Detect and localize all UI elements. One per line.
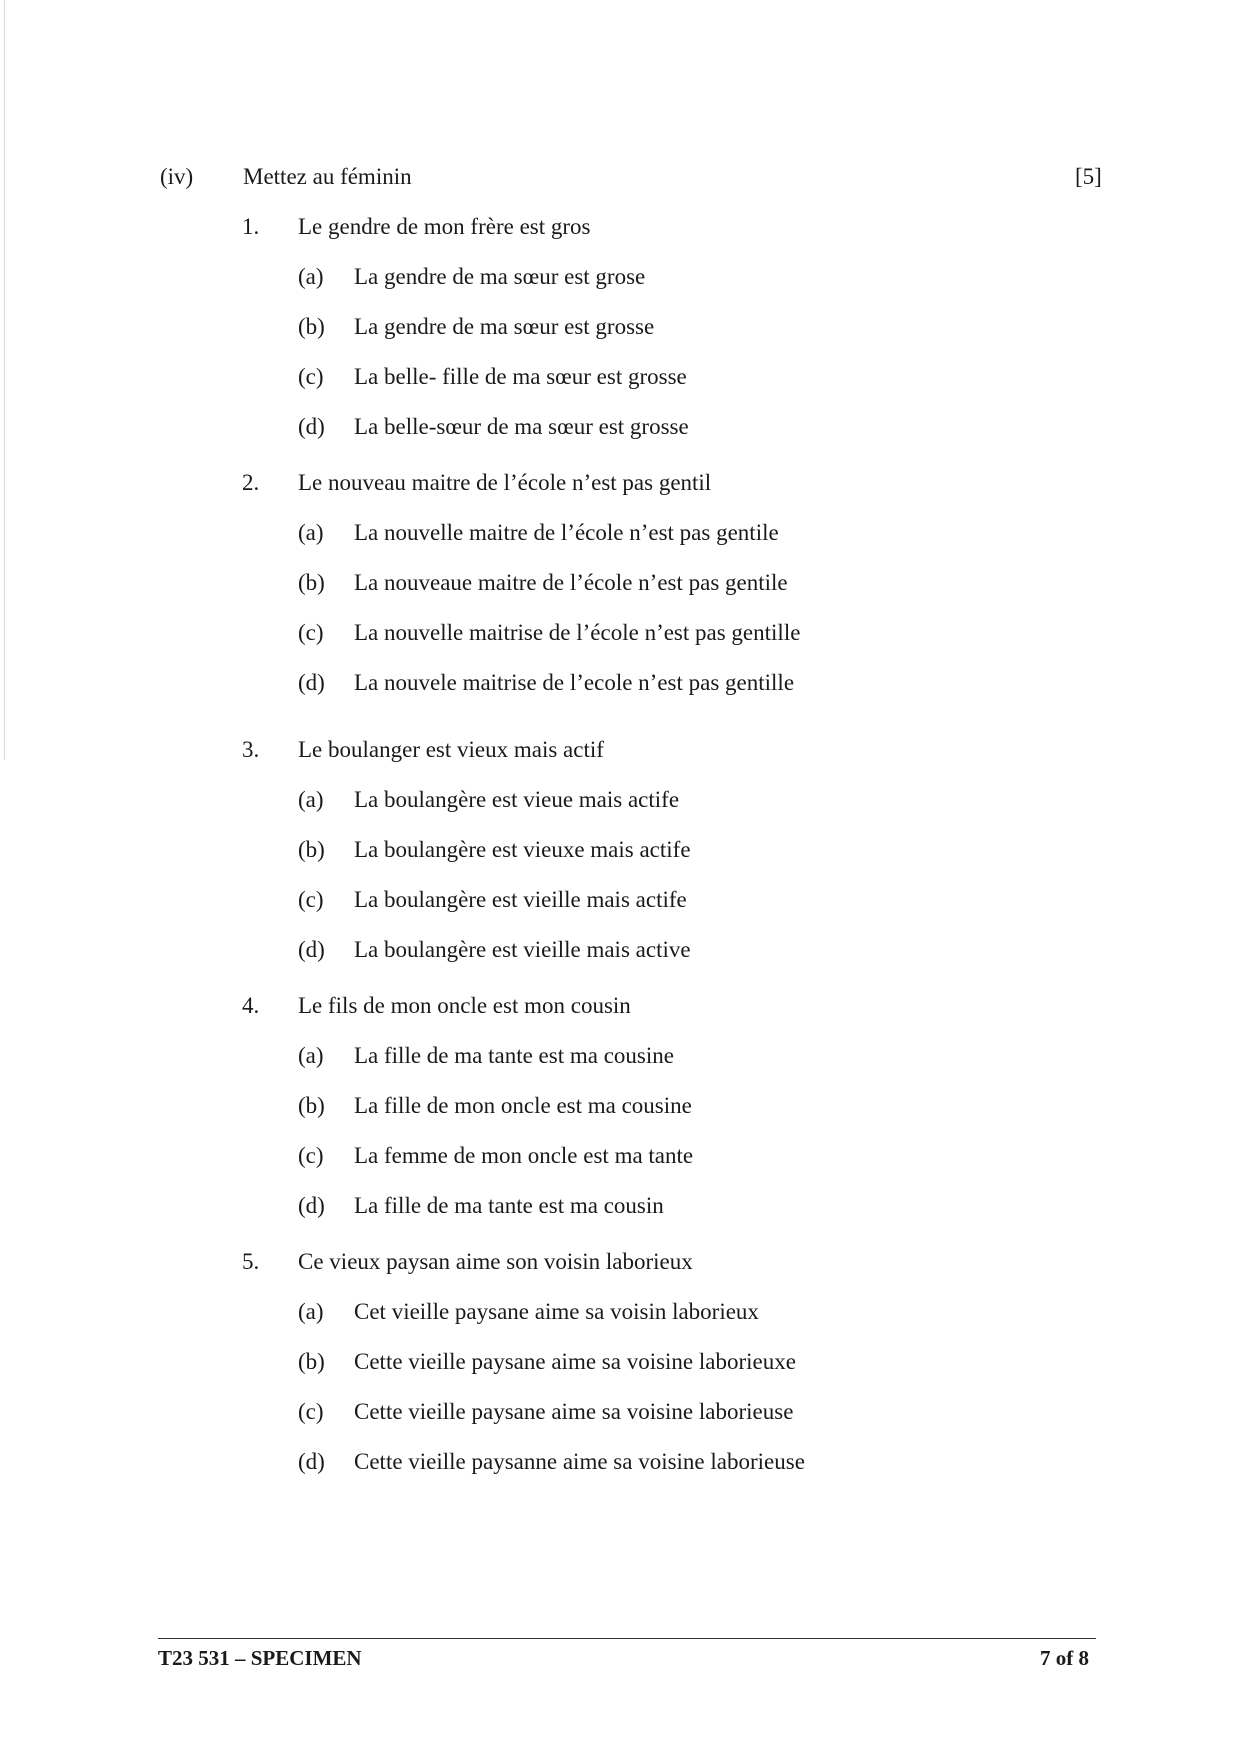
option-text: Cette vieille paysane aime sa voisine laborieuxe <box>354 1349 796 1374</box>
option-label: (a) <box>298 1299 324 1324</box>
option-text: La boulangère est vieue mais actife <box>354 787 680 812</box>
item-number: 1. <box>242 214 260 239</box>
item-number: 3. <box>242 737 260 762</box>
option-label: (d) <box>298 670 325 695</box>
option-label: (a) <box>298 787 324 812</box>
item-text: Ce vieux paysan aime son voisin laborieux <box>298 1249 693 1274</box>
option-label: (c) <box>298 364 324 389</box>
option-label: (a) <box>298 264 324 289</box>
option-text: Cette vieille paysanne aime sa voisine laborieuse <box>354 1449 805 1474</box>
item-text: Le boulanger est vieux mais actif <box>298 737 604 762</box>
option-label: (b) <box>298 570 325 595</box>
option-text: La fille de ma tante est ma cousin <box>354 1193 664 1218</box>
option-text: Cette vieille paysane aime sa voisine laborieuse <box>354 1399 794 1424</box>
option-text: La femme de mon oncle est ma tante <box>354 1143 694 1168</box>
option-label: (c) <box>298 1399 324 1424</box>
item-number: 5. <box>242 1249 260 1274</box>
option-label: (d) <box>298 1449 325 1474</box>
option-label: (c) <box>298 887 324 912</box>
option-label: (b) <box>298 837 325 862</box>
option-label: (a) <box>298 1043 324 1068</box>
option-label: (c) <box>298 1143 324 1168</box>
option-text: La boulangère est vieuxe mais actife <box>354 837 691 862</box>
footer-divider <box>158 1638 1096 1639</box>
option-text: La fille de mon oncle est ma cousine <box>354 1093 692 1118</box>
question-marks: [5] <box>1075 164 1102 189</box>
option-text: La boulangère est vieille mais active <box>354 937 691 962</box>
item-text: Le gendre de mon frère est gros <box>298 214 591 239</box>
option-text: La nouveaue maitre de l’école n’est pas gentile <box>354 570 788 595</box>
option-text: La nouvelle maitre de l’école n’est pas gentile <box>354 520 779 545</box>
item-number: 4. <box>242 993 260 1018</box>
item-text: Le nouveau maitre de l’école n’est pas gentil <box>298 470 712 495</box>
option-text: La gendre de ma sœur est grosse <box>354 314 655 339</box>
footer-paper-code: T23 531 – SPECIMEN <box>158 1646 362 1670</box>
question-number: (iv) <box>160 164 194 189</box>
page-edge-line <box>4 0 5 760</box>
option-label: (d) <box>298 1193 325 1218</box>
option-text: La nouvele maitrise de l’ecole n’est pas gentille <box>354 670 795 695</box>
option-label: (d) <box>298 414 325 439</box>
option-text: Cet vieille paysane aime sa voisin laborieux <box>354 1299 759 1324</box>
option-label: (a) <box>298 520 324 545</box>
question-instruction: Mettez au féminin <box>243 164 412 189</box>
option-text: La gendre de ma sœur est grose <box>354 264 646 289</box>
option-label: (d) <box>298 937 325 962</box>
option-text: La boulangère est vieille mais actife <box>354 887 687 912</box>
option-text: La fille de ma tante est ma cousine <box>354 1043 674 1068</box>
option-label: (b) <box>298 1349 325 1374</box>
option-text: La belle-sœur de ma sœur est grosse <box>354 414 689 439</box>
item-text: Le fils de mon oncle est mon cousin <box>298 993 631 1018</box>
option-label: (b) <box>298 1093 325 1118</box>
item-number: 2. <box>242 470 260 495</box>
option-label: (c) <box>298 620 324 645</box>
option-label: (b) <box>298 314 325 339</box>
footer-page-number: 7 of 8 <box>1040 1646 1089 1670</box>
option-text: La nouvelle maitrise de l’école n’est pas gentille <box>354 620 801 645</box>
option-text: La belle- fille de ma sœur est grosse <box>354 364 687 389</box>
